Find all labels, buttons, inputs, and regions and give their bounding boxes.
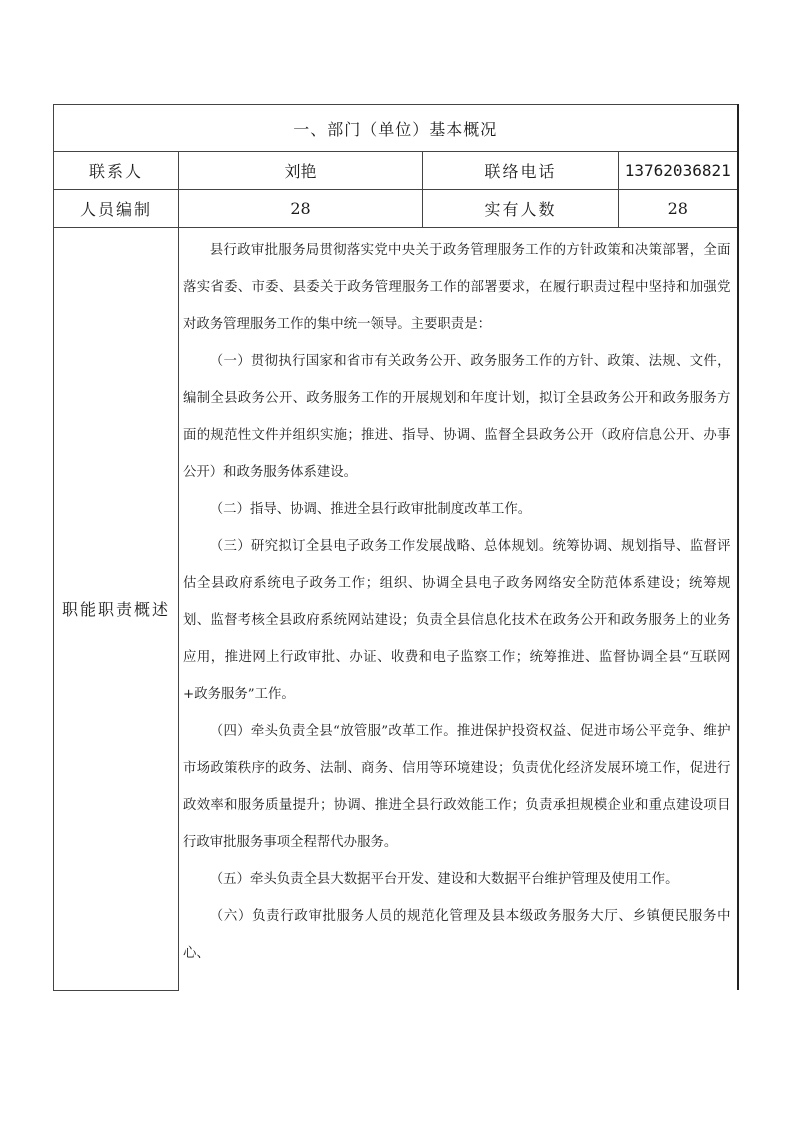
duties-body xyxy=(179,228,737,972)
contact-label: 联系人 xyxy=(54,152,179,190)
page-title: 一、部门（单位）基本概况 xyxy=(54,105,738,152)
duties-cell xyxy=(179,228,738,991)
duties-label: 职能职责概述 xyxy=(54,228,179,991)
staff-quota-value: 28 xyxy=(179,190,423,228)
duties-paragraph: （二）指导、协调、推进全县行政审批制度改革工作。 xyxy=(209,502,532,517)
overview-table xyxy=(53,104,739,991)
duties-paragraph: （六）负责行政审批服务人员的规范化管理及县本级政务服务大厅、乡镇便民服务中心、 xyxy=(183,909,731,961)
duties-paragraph: （四）牵头负责全县“放管服”改革工作。推进保护投资权益、促进市场公平竞争、维护市场政策秩序的政务、法制、商务、信用等环境建设；负责优化经济发展环境工作，促进行政效率和服务质量提升；协调、推进全县行政效能工作；负责承担规模企业和重点建设项目行政审批服务事项全程帮代办服务。 xyxy=(183,724,731,850)
duties-paragraph: （五）牵头负责全县大数据平台开发、建设和大数据平台维护管理及使用工作。 xyxy=(209,872,679,887)
phone-value: 13762036821 xyxy=(619,152,738,190)
staff-actual-label: 实有人数 xyxy=(423,190,619,228)
overview-sheet xyxy=(53,104,737,992)
staff-quota-label: 人员编制 xyxy=(54,190,179,228)
phone-label: 联络电话 xyxy=(423,152,619,190)
duties-paragraph: （三）研究拟订全县电子政务工作发展战略、总体规划。统筹协调、规划指导、监督评估全县政府系统电子政务工作；组织、协调全县电子政务网络安全防范体系建设；统筹规划、监督考核全县政府系统网站建设；负责全县信息化技术在政务公开和政务服务上的业务应用，推进网上行政审批、办证、收费和电子监察工作；统筹推进、监督协调全县“互联网+政务服务”工作。 xyxy=(183,539,731,702)
duties-paragraph: （一）贯彻执行国家和省市有关政务公开、政务服务工作的方针、政策、法规、文件，编制全县政务公开、政务服务工作的开展规划和年度计划，拟订全县政务公开和政务服务方面的规范性文件并组织实施；推进、指导、协调、监督全县政务公开（政府信息公开、办事公开）和政务服务体系建设。 xyxy=(183,354,731,480)
staff-actual-value: 28 xyxy=(619,190,738,228)
contact-value: 刘艳 xyxy=(179,152,423,190)
duties-paragraph: 县行政审批服务局贯彻落实党中央关于政务管理服务工作的方针政策和决策部署，全面落实省委、市委、县委关于政务管理服务工作的部署要求，在履行职责过程中坚持和加强党对政务管理服务工作的集中统一领导。主要职责是： xyxy=(183,243,731,332)
